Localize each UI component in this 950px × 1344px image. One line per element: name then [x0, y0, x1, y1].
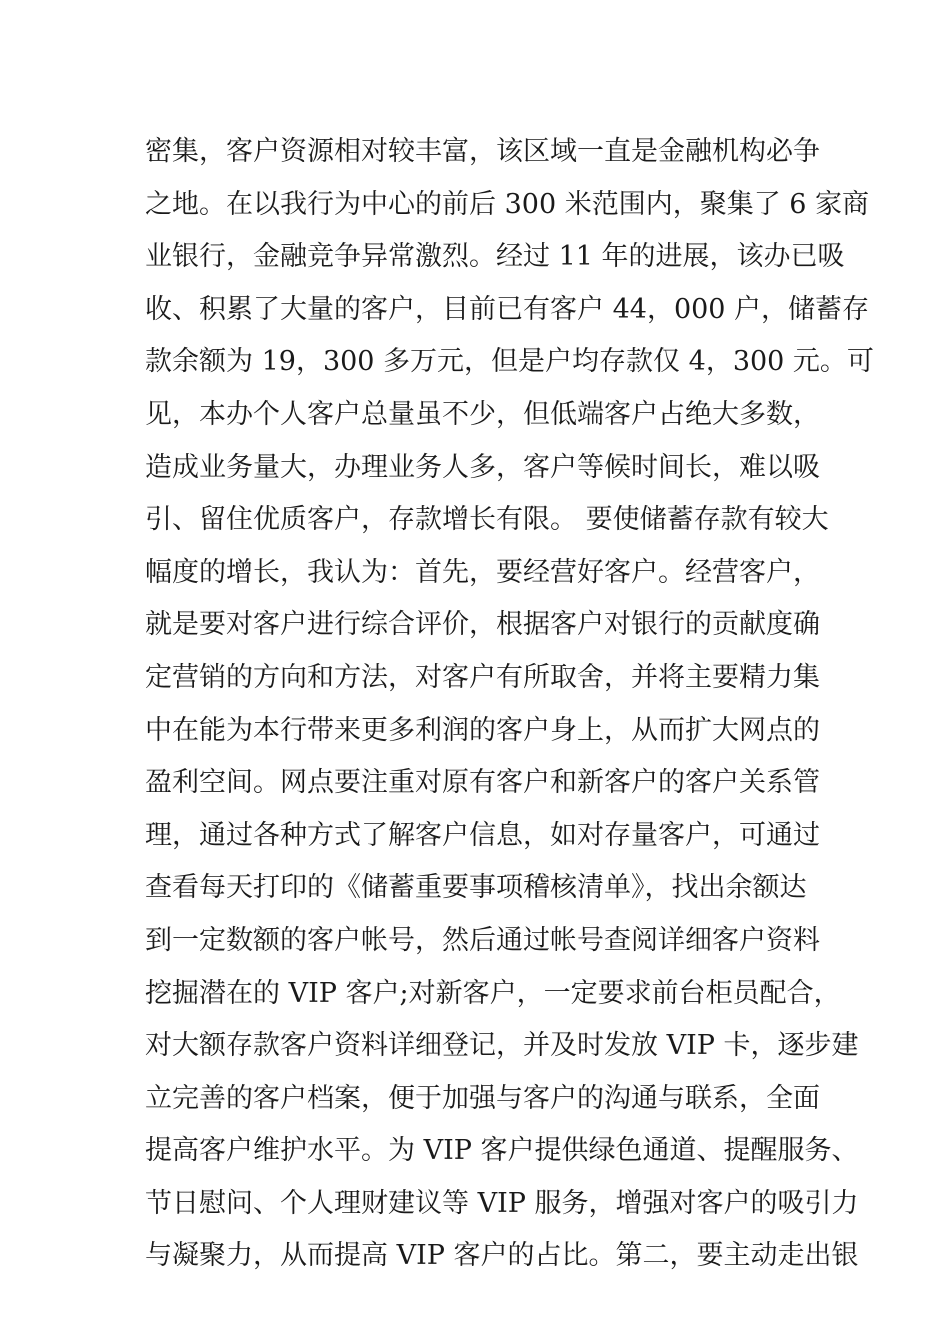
text-line: 见，本办个人客户总量虽不少，但低端客户占绝大多数， [145, 398, 820, 430]
text-line: 与凝聚力，从而提高 VIP 客户的占比。第二，要主动走出银 [145, 1240, 859, 1272]
text-line: 到一定数额的客户帐号，然后通过帐号查阅详细客户资料 [145, 924, 820, 956]
text-line: 之地。在以我行为中心的前后 300 米范围内，聚集了 6 家商 [145, 188, 870, 220]
text-line: 定营销的方向和方法，对客户有所取舍，并将主要精力集 [145, 661, 820, 693]
text-line: 幅度的增长，我认为：首先，要经营好客户。经营客户， [145, 556, 820, 588]
text-line: 款余额为 19，300 多万元，但是户均存款仅 4，300 元。可 [145, 346, 874, 378]
text-line: 查看每天打印的《储蓄重要事项稽核清单》，找出余额达 [145, 872, 807, 904]
text-line: 收、积累了大量的客户，目前已有客户 44，000 户，储蓄存 [145, 293, 870, 325]
text-line: 对大额存款客户资料详细登记，并及时发放 VIP 卡，逐步建 [145, 1030, 859, 1062]
text-line: 业银行，金融竞争异常激烈。经过 11 年的进展，该办已吸 [145, 241, 845, 273]
text-line: 密集，客户资源相对较丰富，该区域一直是金融机构必争 [145, 136, 820, 167]
text-line: 理，通过各种方式了解客户信息，如对存量客户，可通过 [145, 819, 820, 851]
text-line: 造成业务量大，办理业务人多，客户等候时间长，难以吸 [145, 451, 820, 483]
text-line: 提高客户维护水平。为 VIP 客户提供绿色通道、提醒服务、 [145, 1135, 859, 1167]
text-line: 立完善的客户档案，便于加强与客户的沟通与联系，全面 [145, 1082, 820, 1114]
text-line: 引、留住优质客户，存款增长有限。 要使储蓄存款有较大 [145, 504, 829, 536]
text-line: 就是要对客户进行综合评价，根据客户对银行的贡献度确 [145, 609, 820, 641]
text-line: 挖掘潜在的 VIP 客户;对新客户，一定要求前台柜员配合， [145, 977, 841, 1009]
text-line: 盈利空间。网点要注重对原有客户和新客户的客户关系管 [145, 767, 820, 799]
text-line: 节日慰问、个人理财建议等 VIP 服务，增强对客户的吸引力 [145, 1187, 859, 1219]
text-line: 中在能为本行带来更多利润的客户身上，从而扩大网点的 [145, 714, 820, 746]
body-paragraph [145, 126, 874, 1283]
